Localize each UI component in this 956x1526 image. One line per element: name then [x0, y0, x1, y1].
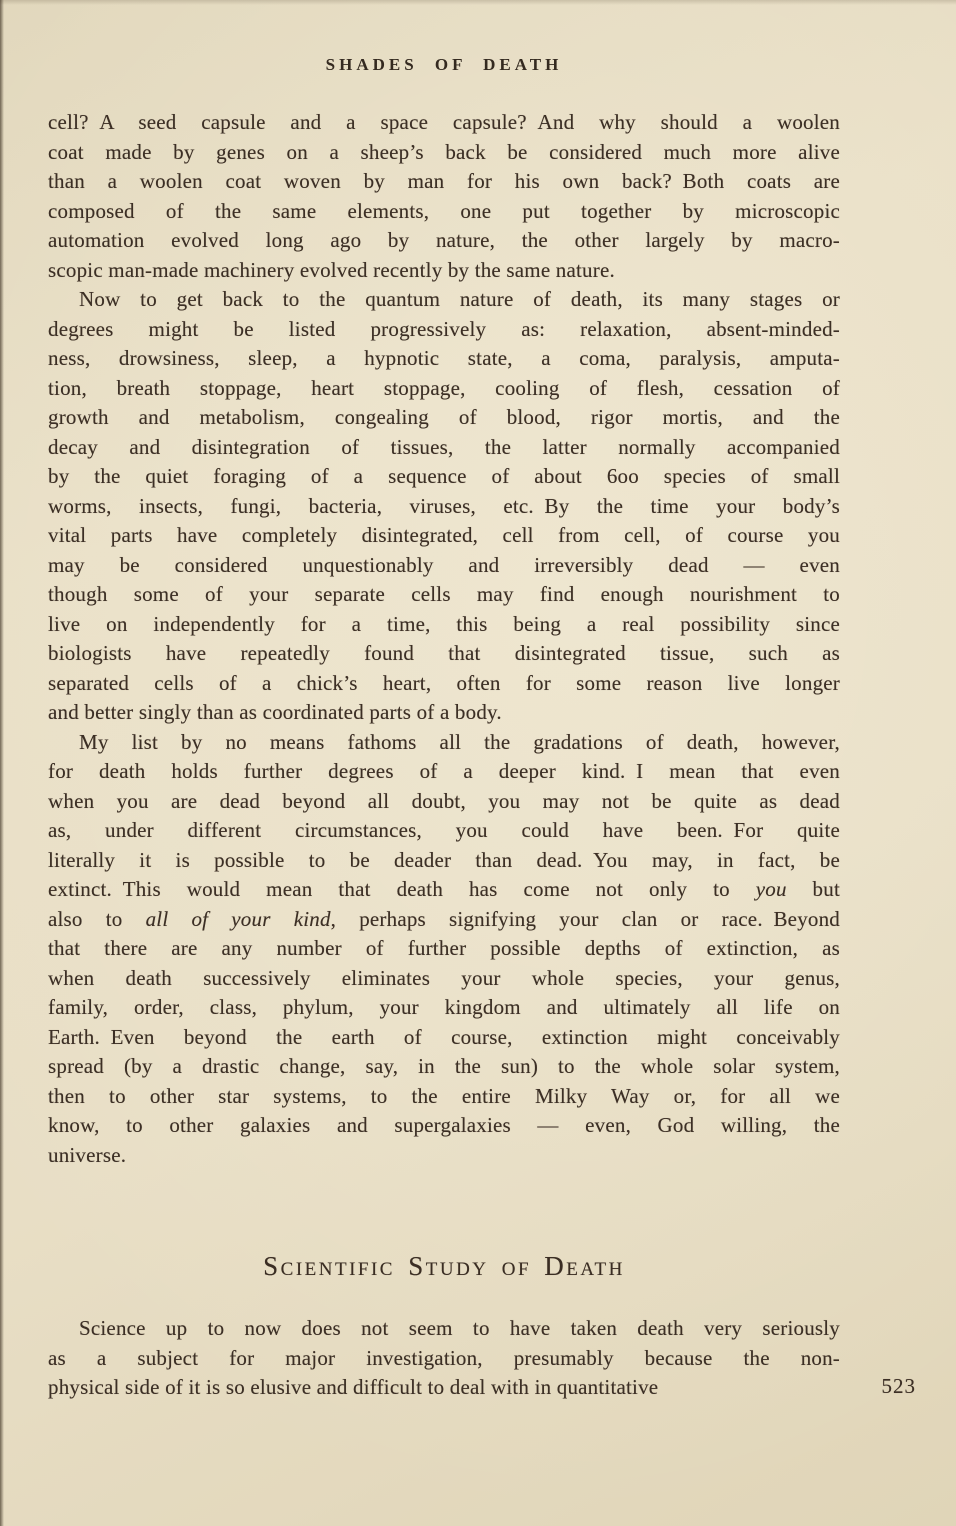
text-line: and better singly than as coordinated parts of a body.	[48, 700, 502, 724]
paragraph	[48, 1314, 840, 1403]
text-line: decay and disintegration of tissues, the latter normally accompanied	[48, 434, 840, 459]
text-line: separated cells of a chick’s heart, often for some reason live longer	[48, 670, 840, 695]
italic-phrase: you	[755, 877, 787, 901]
paragraph	[48, 285, 840, 728]
text-line: also to all of your kind, perhaps signifying your clan or race. Beyond	[48, 906, 841, 931]
text-line: as, under different circumstances, you could have been. For quite	[48, 818, 840, 842]
text-line: Science up to now does not seem to have taken death very seriously	[79, 1316, 840, 1340]
text-line: when death successively eliminates your whole species, your genus,	[48, 965, 840, 990]
text-line: know, to other galaxies and supergalaxies — even, God willing, the	[48, 1113, 840, 1137]
text-line: may be considered unquestionably and irreversibly dead — even	[48, 552, 840, 577]
text-line: universe.	[48, 1142, 127, 1167]
text-line: biologists have repeatedly found that disintegrated tissue, such as	[48, 641, 840, 665]
text-line: cell? A seed capsule and a space capsule? And why should a woolen	[48, 110, 840, 134]
text-line: Now to get back to the quantum nature of death, its many stages or	[79, 287, 840, 311]
text-line: vital parts have completely disintegrated, cell from cell, of course you	[48, 523, 840, 547]
text-line: as a subject for major investigation, presumably because the non-	[48, 1345, 840, 1370]
text-line: live on independently for a time, this being a real possibility since	[48, 611, 840, 636]
text-line: My list by no means fathoms all the gradations of death, however,	[79, 729, 840, 754]
text-line: degrees might be listed progressively as: relaxation, absent-minded-	[48, 316, 840, 341]
text-line: ness, drowsiness, sleep, a hypnotic state, a coma, paralysis, amputa-	[48, 346, 840, 370]
italic-phrase: all of your kind	[145, 906, 331, 931]
text-line: worms, insects, fungi, bacteria, viruses, etc. By the time your body’s	[48, 493, 840, 518]
text-line: by the quiet foraging of a sequence of about 6oo species of small	[48, 464, 840, 488]
text-line: that there are any number of further possible depths of extinction, as	[48, 936, 840, 960]
paragraph	[48, 108, 840, 285]
text-line: growth and metabolism, congealing of blood, rigor mortis, and the	[48, 405, 840, 429]
text-line: extinct. This would mean that death has come not only to you but	[48, 877, 840, 901]
text-line: Earth. Even beyond the earth of course, extinction might conceivably	[48, 1024, 840, 1049]
section-heading: Scientific Study of Death	[263, 1251, 625, 1281]
text-line: then to other star systems, to the entire Milky Way or, for all we	[48, 1083, 840, 1108]
page-number: 523	[881, 1374, 916, 1398]
text-line: for death holds further degrees of a deeper kind. I mean that even	[48, 759, 840, 783]
text-line: when you are dead beyond all doubt, you may not be quite as dead	[48, 788, 840, 813]
text-line: spread (by a drastic change, say, in the sun) to the whole solar system,	[48, 1054, 840, 1078]
running-head: SHADES OF DEATH	[325, 55, 563, 74]
body-text	[48, 108, 840, 1403]
text-line: family, order, class, phylum, your kingdom and ultimately all life on	[48, 995, 840, 1019]
text-line: than a woolen coat woven by man for his own back? Both coats are	[48, 169, 840, 193]
text-line: coat made by genes on a sheep’s back be considered much more alive	[48, 139, 840, 164]
text-line: physical side of it is so elusive and difficult to deal with in quantitative	[48, 1375, 659, 1399]
text-line: composed of the same elements, one put together by microscopic	[48, 198, 840, 223]
text-line: though some of your separate cells may find enough nourishment to	[48, 582, 840, 606]
text-line: tion, breath stoppage, heart stoppage, cooling of flesh, cessation of	[48, 375, 840, 400]
text-line: scopic man-made machinery evolved recently by the same nature.	[48, 257, 615, 282]
paragraph	[48, 728, 840, 1171]
text-line: literally it is possible to be deader than dead. You may, in fact, be	[48, 847, 840, 872]
text-line: automation evolved long ago by nature, the other largely by macro-	[48, 228, 840, 252]
